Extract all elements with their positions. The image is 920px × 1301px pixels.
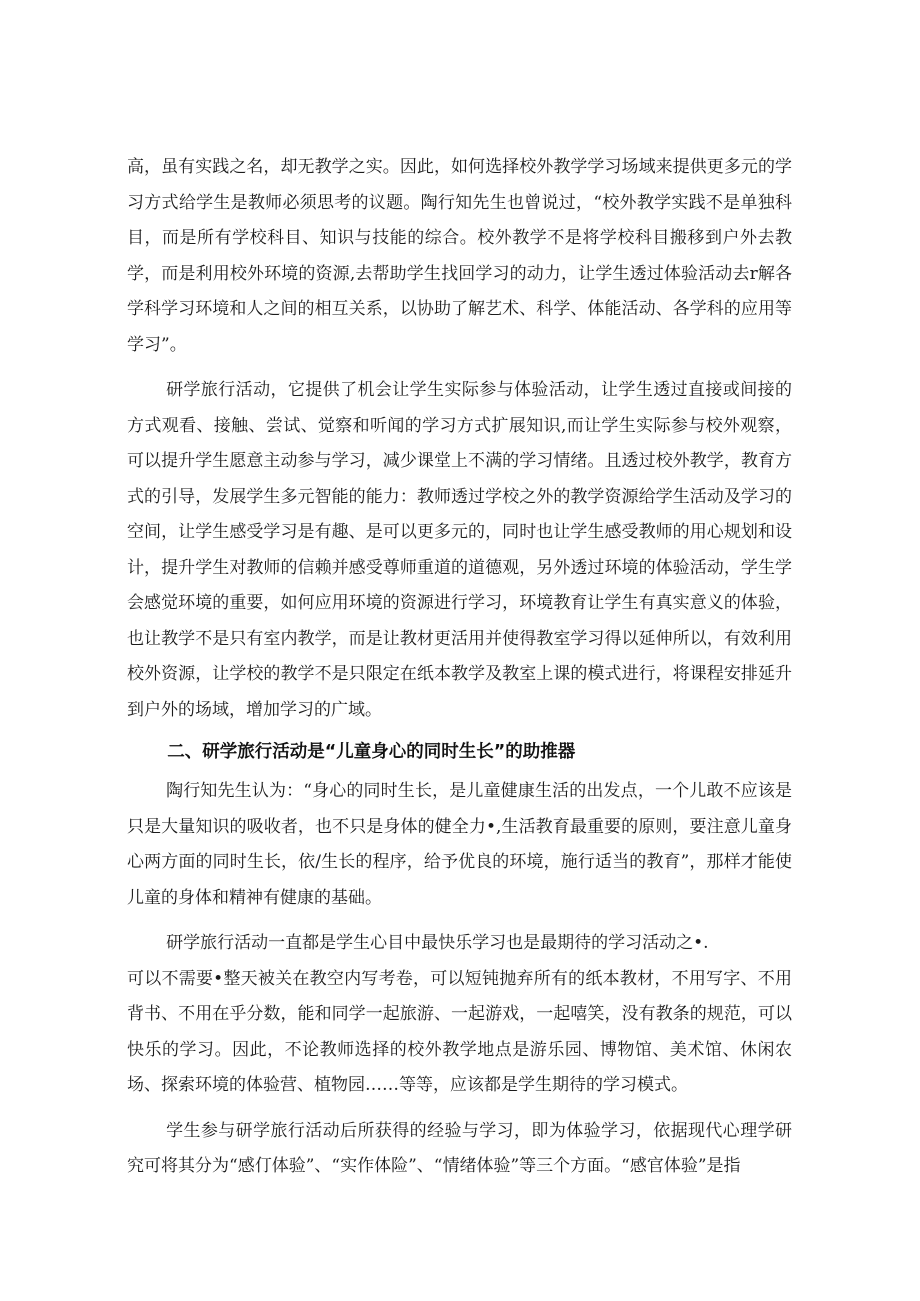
document-body [127, 150, 792, 1185]
paragraph-happy-learning: 可以不需要•整天被关在教空内写考卷，可以短钝抛弃所有的纸本教材，不用写字、不用背书、不用在乎分数，能和同学一起旅游、一起游戏，一起嘻笑，没有教条的规范，可以快乐的学习。因此，不论教师选择的校外教学地点是游乐园、博物馆、美术馆、休闲农场、探索环境的体验营、植物园……等等，应该都是学生期待的学习模式。 [127, 968, 792, 1095]
paragraph-continuation: 高，虽有实践之名，却无教学之实。因此，如何选择校外教学学习场域来提供更多元的学习方式给学生是教师必须思考的议题。陶行知先生也曾说过，“校外教学实践不是单独科目，而是所有学校科目、知识与技能的综合。校外教学不是将学校科目搬移到户外去教学，而是利用校外环境的资源,去帮助学生找回学习的动力，让学生透过体验活动去r解各学科学习环境和人之间的相互关系，以协助了解艺术、科学、体能活动、各学科的应用等学习”。 [127, 157, 792, 355]
paragraph-favorite-activity: 研学旅行活动一直都是学生心目中最快乐学习也是最期待的学习活动之•. [166, 933, 709, 953]
section-heading: 二、研学旅行活动是“儿童身心的同时生长”的助推器 [167, 742, 576, 762]
paragraph-tao-xingzhi-quote: 陶行知先生认为：“身心的同时生长，是儿童健康生活的出发点，一个儿敢不应该是只是大量知识的吸收者，也不只是身体的健全力•,生活教育最重要的原则，要注意儿童身心两方面的同时生长，依/生长的程序，给予优良的环境，施行适当的教育”，那样才能使儿童的身体和精神有健康的基础。 [127, 781, 792, 908]
paragraph-study-travel-benefits: 研学旅行活动，它提供了机会让学生实际参与体验活动，让学生透过直接或间接的方式观看、接触、尝试、觉察和听闻的学习方式扩展知识,而让学生实际参与校外观察，可以提升学生愿意主动参与学习，减少课堂上不满的学习情绪。且透过校外教学，教育方式的引导，发展学生多元智能的能力：教师透过学校之外的教学资源给学生活动及学习的空间，让学生感受学习是有趣、是可以更多元的，同时也让学生感受教师的用心规划和设计，提升学生对教师的信赖并感受尊师重道的道德观，另外透过环境的体验活动，学生学会感觉环境的重要，如何应用环境的资源进行学习，环境教育让学生有真实意义的体验，也让教学不是只有室内教学，而是让教材更活用并使得教室学习得以延伸所以，有效利用校外资源，让学校的教学不是只限定在纸本教学及教室上课的模式进行，将课程安排延升到户外的场域，增加学习的广域。 [127, 380, 792, 720]
paragraph-experiential-learning: 学生参与研学旅行活动后所获得的经验与学习，即为体验学习，依据现代心理学研究可将其分为“感仃体验”、“实作体险”、“情绪体验”等三个方面。“感官体验”是指 [127, 1120, 792, 1176]
